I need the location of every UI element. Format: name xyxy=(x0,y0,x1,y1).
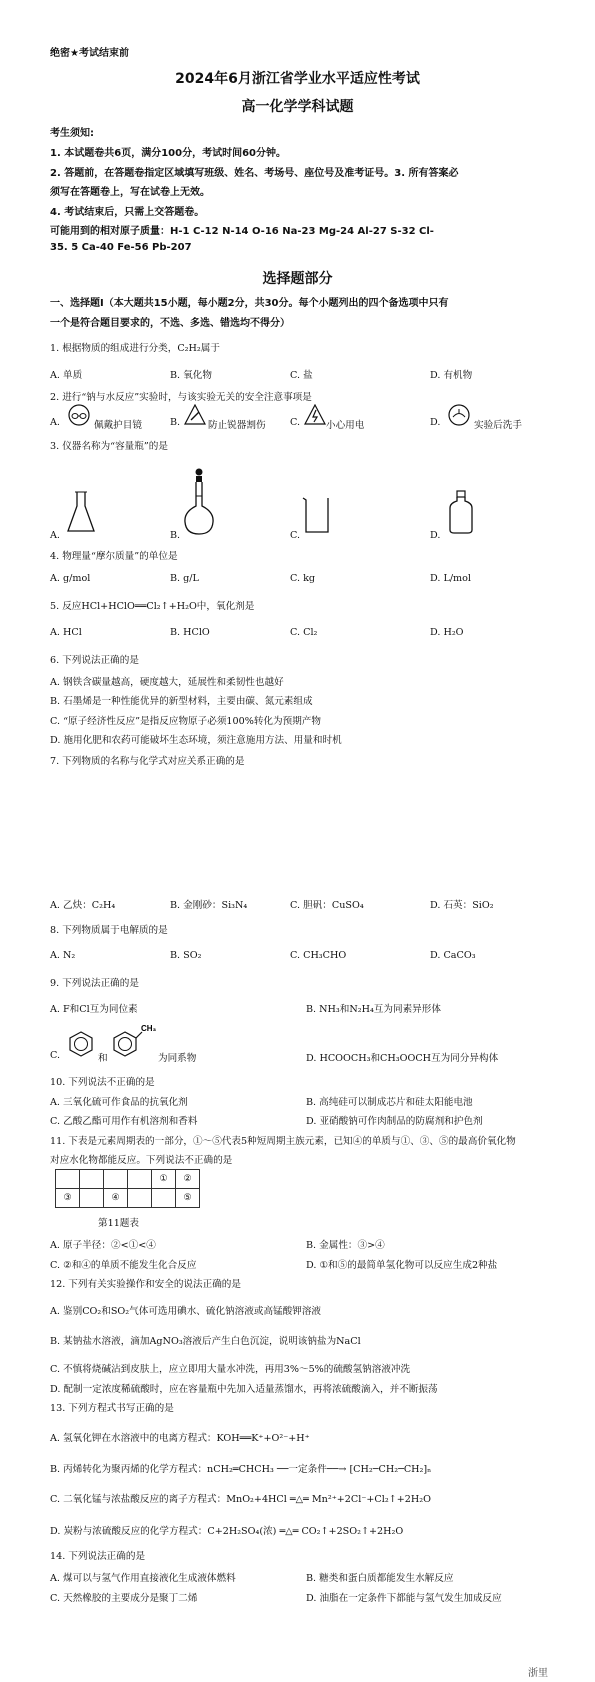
q13-option-d: D. 炭粉与浓硫酸反应的化学方程式：C+2H₂SO₄(浓) ═△═ CO₂↑+2SO₂↑+2H₂O xyxy=(50,1526,404,1537)
secret-label: 绝密★考试结束前 xyxy=(50,48,129,59)
question-10: 10. 下列说法不正确的是 xyxy=(50,1077,155,1088)
q9-option-c-letter: C. xyxy=(50,1050,61,1061)
question-8: 8. 下列物质属于电解质的是 xyxy=(50,925,168,936)
q9-option-d: D. HCOOCH₃和CH₃OOCH互为同分异构体 xyxy=(306,1053,499,1064)
q2-option-a-letter: A. xyxy=(50,417,60,428)
question-11-line-1: 11. 下表是元素周期表的一部分，①～⑤代表5种短周期主族元素，已知④的单质与①、③、⑤的最高价氧化物 xyxy=(50,1136,516,1147)
table-cell xyxy=(80,1189,104,1208)
atomic-mass-line-2: 35. 5 Ca-40 Fe-56 Pb-207 xyxy=(50,242,192,253)
q10-option-a: A. 三氧化硫可作食品的抗氧化剂 xyxy=(50,1097,188,1108)
periodic-table-excerpt xyxy=(55,1169,200,1208)
q5-option-d: D. H₂O xyxy=(430,627,464,638)
q14-option-b: B. 糖类和蛋白质都能发生水解反应 xyxy=(306,1573,454,1584)
q14-option-a: A. 煤可以与氢气作用直接液化生成液体燃料 xyxy=(50,1573,236,1584)
table-row xyxy=(56,1189,200,1208)
q6-option-b: B. 石墨烯是一种性能优异的新型材料，主要由碳、氮元素组成 xyxy=(50,696,313,707)
question-4: 4. 物理量“摩尔质量”的单位是 xyxy=(50,551,178,562)
q8-option-d: D. CaCO₃ xyxy=(430,950,476,961)
footer-mark: 浙里 xyxy=(528,1668,548,1679)
question-9: 9. 下列说法正确的是 xyxy=(50,978,139,989)
q2-option-d-text: 实验后洗手 xyxy=(474,420,522,431)
q4-option-c: C. kg xyxy=(290,573,316,584)
question-12: 12. 下列有关实验操作和安全的说法正确的是 xyxy=(50,1279,241,1290)
reagent-bottle-icon xyxy=(448,490,474,534)
q5-option-b: B. HClO xyxy=(170,627,210,638)
electrical-hazard-icon xyxy=(304,404,326,426)
q7-option-a: A. 乙炔：C₂H₄ xyxy=(50,900,116,911)
q2-option-b-text: 防止锐器割伤 xyxy=(208,420,266,431)
table-caption: 第11题表 xyxy=(98,1218,139,1229)
q10-option-c: C. 乙酸乙酯可用作有机溶剂和香料 xyxy=(50,1116,198,1127)
table-cell xyxy=(128,1189,152,1208)
q7-option-c: C. 胆矾：CuSO₄ xyxy=(290,900,364,911)
q13-option-b: B. 丙烯转化为聚丙烯的化学方程式：nCH₂═CHCH₃ ──一定条件──→ [CH₂─CH₂─CH₂]ₙ xyxy=(50,1464,432,1475)
q4-option-a: A. g/mol xyxy=(50,573,91,584)
table-cell xyxy=(80,1170,104,1189)
q10-option-d: D. 亚硝酸钠可作肉制品的防腐剂和护色剂 xyxy=(306,1116,483,1127)
q8-option-a: A. N₂ xyxy=(50,950,76,961)
q10-option-b: B. 高纯硅可以制成芯片和硅太阳能电池 xyxy=(306,1097,473,1108)
table-cell: ④ xyxy=(104,1189,128,1208)
q8-option-b: B. SO₂ xyxy=(170,950,202,961)
q14-option-c: C. 天然橡胶的主要成分是聚丁二烯 xyxy=(50,1593,198,1604)
table-cell: ② xyxy=(176,1170,200,1189)
q9-option-c-text: 为同系物 xyxy=(158,1053,197,1064)
table-cell xyxy=(56,1170,80,1189)
q1-option-c: C. 盐 xyxy=(290,370,313,381)
q1-option-a: A. 单质 xyxy=(50,370,83,381)
notice-heading: 考生须知: xyxy=(50,128,94,139)
q2-option-a-text: 佩戴护目镜 xyxy=(94,420,142,431)
hand-wash-icon xyxy=(448,404,470,426)
table-cell: ① xyxy=(152,1170,176,1189)
section-title: 选择题部分 xyxy=(262,271,333,287)
q13-option-c: C. 二氧化锰与浓盐酸反应的离子方程式：MnO₂+4HCl ═△═ Mn²⁺+2Cl⁻+Cl₂↑+2H₂O xyxy=(50,1494,431,1505)
q3-option-c: C. xyxy=(290,530,301,541)
sharp-object-icon xyxy=(184,404,206,426)
q11-option-b: B. 金属性：③>④ xyxy=(306,1240,385,1251)
toluene-structure-icon xyxy=(112,1022,156,1058)
question-11-line-2: 对应水化物都能反应。下列说法不正确的是 xyxy=(50,1155,233,1166)
table-cell xyxy=(128,1170,152,1189)
q12-option-d: D. 配制一定浓度稀硫酸时，应在容量瓶中先加入适量蒸馏水，再将浓硫酸滴入，并不断振荡 xyxy=(50,1384,438,1395)
question-13: 13. 下列方程式书写正确的是 xyxy=(50,1403,174,1414)
q14-option-d: D. 油脂在一定条件下都能与氢气发生加成反应 xyxy=(306,1593,502,1604)
q6-option-c: C. “原子经济性反应”是指反应物原子必须100%转化为预期产物 xyxy=(50,716,321,727)
q2-option-c-text: 小心用电 xyxy=(326,420,365,431)
q1-option-b: B. 氧化物 xyxy=(170,370,212,381)
notice-line-3: 须写在答题卷上，写在试卷上无效。 xyxy=(50,187,210,198)
q9-option-c-and: 和 xyxy=(98,1053,108,1064)
q2-option-d-letter: D. xyxy=(430,417,441,428)
beaker-icon xyxy=(302,496,330,534)
notice-line-1: 1. 本试题卷共6页，满分100分，考试时间60分钟。 xyxy=(50,148,286,159)
q6-option-d: D. 施用化肥和农药可能破坏生态环境，须注意施用方法、用量和时机 xyxy=(50,735,342,746)
q12-option-a: A. 鉴别CO₂和SO₂气体可选用碘水、硫化钠溶液或高锰酸钾溶液 xyxy=(50,1306,322,1317)
q4-option-b: B. g/L xyxy=(170,573,199,584)
exam-subtitle: 高一化学学科试题 xyxy=(241,99,354,115)
notice-line-4: 4. 考试结束后，只需上交答题卷。 xyxy=(50,207,205,218)
q3-option-a: A. xyxy=(50,530,60,541)
q4-option-d: D. L/mol xyxy=(430,573,471,584)
q11-option-c: C. ②和④的单质不能发生化合反应 xyxy=(50,1260,197,1271)
q9-option-b: B. NH₃和N₂H₄互为同素异形体 xyxy=(306,1004,441,1015)
q2-option-c-letter: C. xyxy=(290,417,301,428)
table-cell xyxy=(152,1189,176,1208)
q11-option-a: A. 原子半径：②<①<④ xyxy=(50,1240,156,1251)
q9-option-a: A. F和Cl互为同位素 xyxy=(50,1004,138,1015)
q5-option-a: A. HCl xyxy=(50,627,82,638)
conical-flask-icon xyxy=(66,490,96,534)
q3-option-d: D. xyxy=(430,530,441,541)
notice-line-2: 2. 答题前，在答题卷指定区域填写班级、姓名、考场号、座位号及准考证号。3. 所有答案必 xyxy=(50,168,459,179)
q6-option-a: A. 钢铁含碳量越高，硬度越大，延展性和柔韧性也越好 xyxy=(50,677,284,688)
q8-option-c: C. CH₃CHO xyxy=(290,950,347,961)
question-7: 7. 下列物质的名称与化学式对应关系正确的是 xyxy=(50,756,245,767)
svg-text:CH₃: CH₃ xyxy=(141,1024,156,1033)
volumetric-flask-icon xyxy=(182,468,216,536)
atomic-mass-line-1: 可能用到的相对原子质量：H-1 C-12 N-14 O-16 Na-23 Mg-24 Al-27 S-32 Cl- xyxy=(50,226,434,237)
q5-option-c: C. Cl₂ xyxy=(290,627,318,638)
table-row xyxy=(56,1170,200,1189)
q7-option-d: D. 石英：SiO₂ xyxy=(430,900,494,911)
question-2: 2. 进行“钠与水反应”实验时，与该实验无关的安全注意事项是 xyxy=(50,392,312,403)
exam-title: 2024年6月浙江省学业水平适应性考试 xyxy=(175,71,420,87)
question-5: 5. 反应HCl+HClO══Cl₂↑+H₂O中，氧化剂是 xyxy=(50,601,255,612)
goggles-icon xyxy=(68,404,90,426)
table-cell: ⑤ xyxy=(176,1189,200,1208)
q13-option-a: A. 氢氧化钾在水溶液中的电离方程式：KOH══K⁺+O²⁻+H⁺ xyxy=(50,1433,310,1444)
q7-option-b: B. 金刚砂：Si₃N₄ xyxy=(170,900,248,911)
table-cell: ③ xyxy=(56,1189,80,1208)
q12-option-c: C. 不慎将烧碱沾到皮肤上，应立即用大量水冲洗，再用3%～5%的硫酸氢钠溶液冲洗 xyxy=(50,1364,411,1375)
question-6: 6. 下列说法正确的是 xyxy=(50,655,139,666)
q2-option-b-letter: B. xyxy=(170,417,181,428)
table-cell xyxy=(104,1170,128,1189)
question-3: 3. 仪器名称为“容量瓶”的是 xyxy=(50,441,168,452)
question-1: 1. 根据物质的组成进行分类，C₂H₂属于 xyxy=(50,343,220,354)
q11-option-d: D. ①和⑤的最简单氢化物可以反应生成2种盐 xyxy=(306,1260,498,1271)
q3-option-b: B. xyxy=(170,530,181,541)
q1-option-d: D. 有机物 xyxy=(430,370,473,381)
section-instruction-1: 一、选择题Ⅰ（本大题共15小题，每小题2分，共30分。每个小题列出的四个备选项中只有 xyxy=(50,298,449,309)
benzene-structure-icon xyxy=(68,1030,94,1058)
question-14: 14. 下列说法正确的是 xyxy=(50,1551,146,1562)
q12-option-b: B. 某钠盐水溶液，滴加AgNO₃溶液后产生白色沉淀，说明该钠盐为NaCl xyxy=(50,1336,361,1347)
section-instruction-2: 一个是符合题目要求的，不选、多选、错选均不得分） xyxy=(50,318,290,329)
